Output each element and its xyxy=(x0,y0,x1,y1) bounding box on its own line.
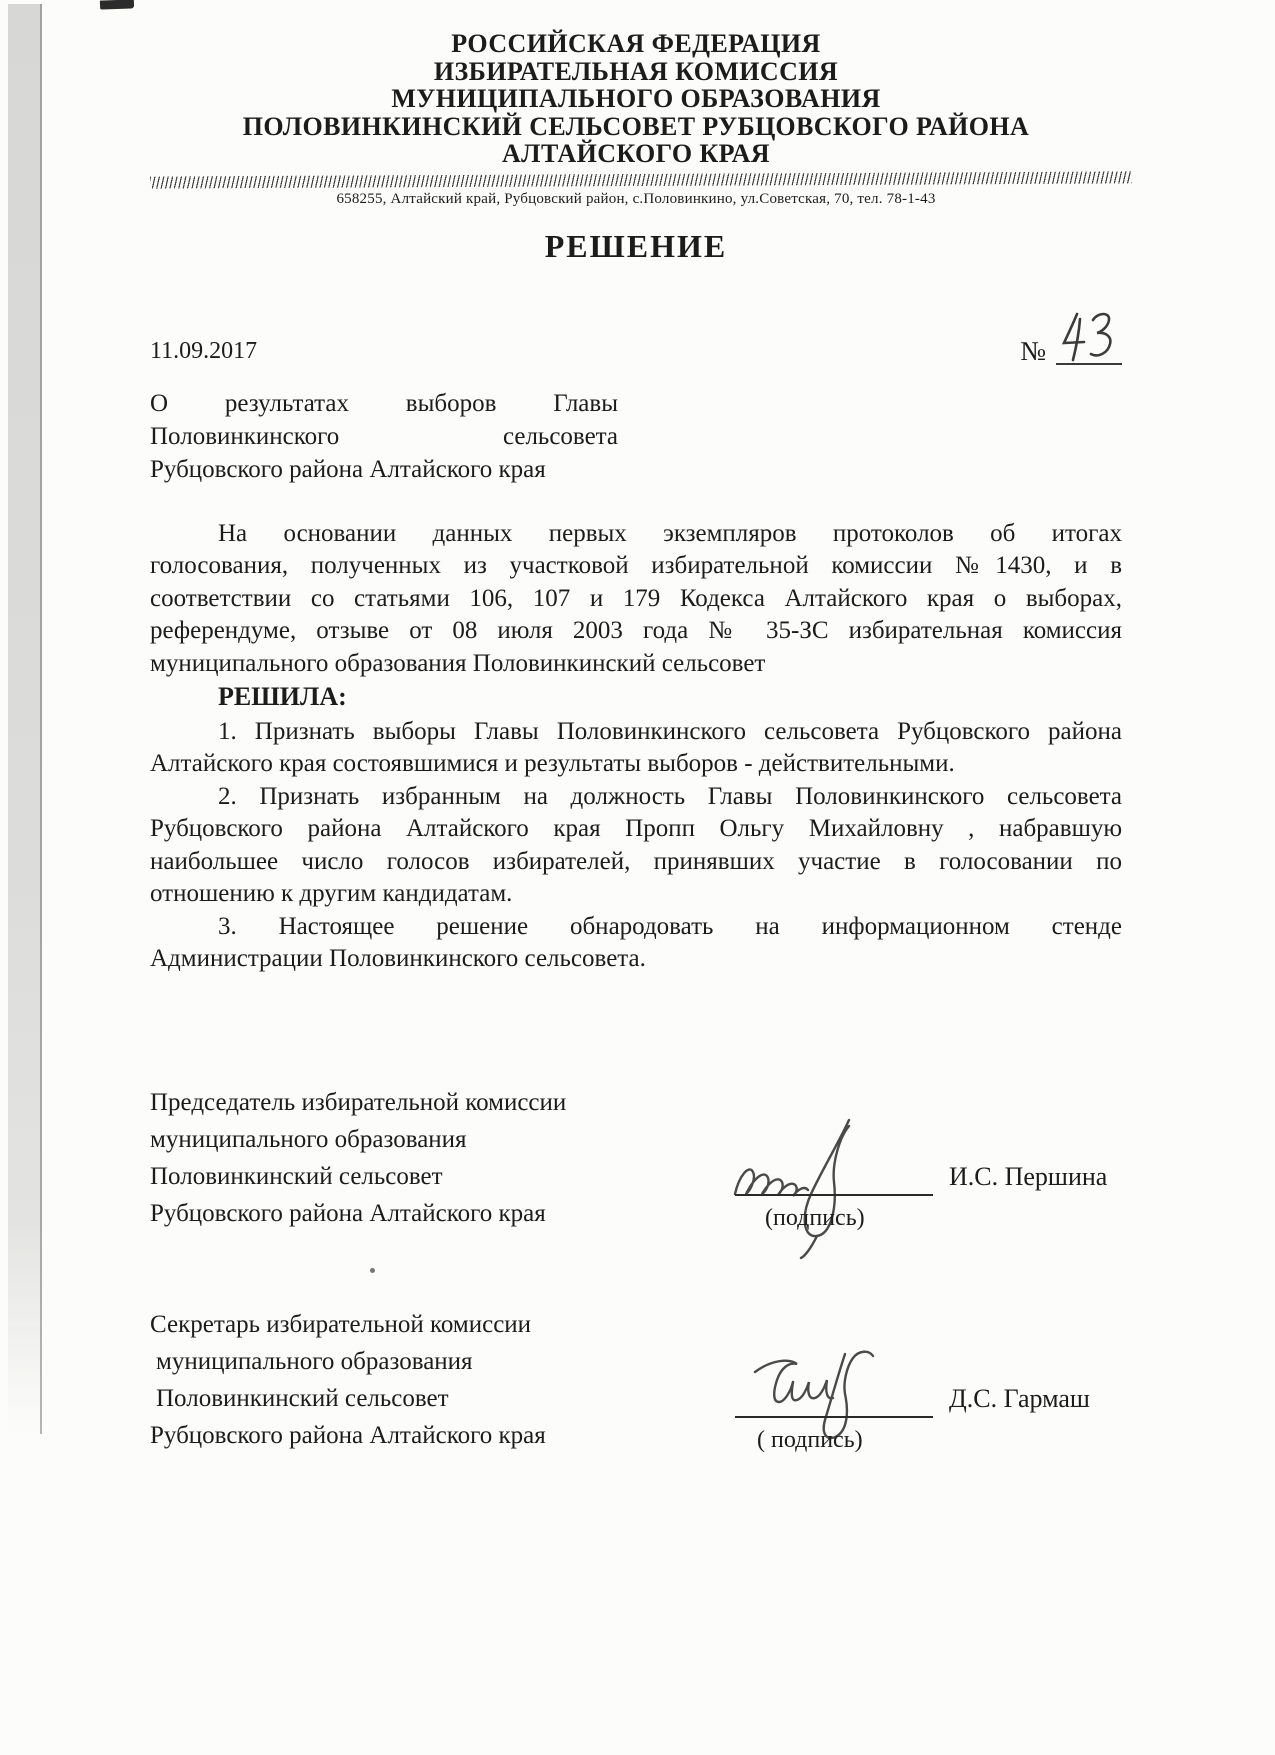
secretary-title xyxy=(150,1306,710,1456)
intro-line: соответствии со статьями 106, 107 и 179 Кодекса Алтайского края о выборах, xyxy=(150,584,1122,612)
intro-line: На основании данных первых экземпляров протоколов об итогах xyxy=(218,519,1122,547)
subject-block xyxy=(150,387,618,486)
item2-line: наибольшее число голосов избирателей, принявших участие в голосовании по xyxy=(150,847,1122,875)
address-line: 658255, Алтайский край, Рубцовский район, с.Половинкино, ул.Советская, 70, тел. 78-1-43 xyxy=(336,190,936,207)
title-line: Половинкинский сельсовет xyxy=(156,1384,449,1412)
letterhead xyxy=(150,30,1122,168)
date-number-row xyxy=(150,313,1122,365)
signature-line xyxy=(735,1194,933,1196)
document-content xyxy=(150,0,1122,1456)
letterhead-line: МУНИЦИПАЛЬНОГО ОБРАЗОВАНИЯ xyxy=(391,84,881,113)
item2-line: отношению к другим кандидатам. xyxy=(150,880,513,907)
intro-line: голосования, полученных из участковой избирательной комиссии №1430, и в xyxy=(150,552,1122,579)
item2-line: 2. Признать избранным на должность Главы Половинкинского сельсовета xyxy=(218,782,1122,810)
scanner-edge-strip xyxy=(8,4,42,1434)
subject-line: О результатах выборов Главы xyxy=(150,389,618,417)
scan-corner-mark xyxy=(100,0,134,10)
intro-line: муниципального образования Половинкинский сельсовет xyxy=(150,649,766,677)
letterhead-line: ИЗБИРАТЕЛЬНАЯ КОМИССИЯ xyxy=(433,56,839,86)
title-line: муниципального образования xyxy=(150,1125,467,1153)
item3-line: 3. Настоящее решение обнародовать на информационном стенде xyxy=(218,912,1122,940)
hatched-divider xyxy=(150,171,1132,188)
title-line: Рубцовского района Алтайского края xyxy=(150,1199,546,1227)
signature-caption: (подпись) xyxy=(765,1204,865,1231)
decided-label: РЕШИЛА: xyxy=(218,682,347,711)
title-line: Половинкинский сельсовет xyxy=(150,1162,443,1190)
document-date: 11.09.2017 xyxy=(150,337,258,364)
intro-line: референдуме, отзыве от 08 июля 2003 года № 35-ЗС избирательная комиссия xyxy=(150,617,1122,644)
item1-line: 1. Признать выборы Главы Половинкинского сельсовета Рубцовского района xyxy=(218,717,1122,745)
signature-caption: ( подпись) xyxy=(757,1426,863,1453)
secretary-signature-area xyxy=(717,1306,1122,1456)
body-text xyxy=(150,518,1122,976)
handwritten-number xyxy=(1056,310,1122,365)
title-line: Председатель избирательной комиссии xyxy=(150,1088,567,1116)
secretary-name: Д.С. Гармаш xyxy=(949,1383,1090,1413)
chairman-name: И.С. Першина xyxy=(949,1161,1108,1191)
chairman-signature-icon xyxy=(721,1098,951,1268)
item2-line: Рубцовского района Алтайского края Пропп Ольгу Михайловну , набравшую xyxy=(150,815,1122,842)
item1-line: Алтайского края состоявшимися и результаты выборов - действительными. xyxy=(150,750,955,777)
letterhead-line: РОССИЙСКАЯ ФЕДЕРАЦИЯ xyxy=(451,29,821,58)
title-line: Рубцовского района Алтайского края xyxy=(150,1421,546,1449)
document-title: РЕШЕНИЕ xyxy=(544,227,728,264)
title-line: муниципального образования xyxy=(156,1347,473,1375)
handwritten-number-43-drawing xyxy=(1060,310,1118,362)
letterhead-line: ПОЛОВИНКИНСКИЙ СЕЛЬСОВЕТ РУБЦОВСКОГО РАЙОНА xyxy=(242,111,1030,141)
letterhead-line: АЛТАЙСКОГО КРАЯ xyxy=(502,139,770,168)
subject-line: Рубцовского района Алтайского края xyxy=(150,455,546,483)
number-sign: № xyxy=(1020,335,1046,366)
signature-line xyxy=(735,1416,933,1418)
title-line: Секретарь избирательной комиссии xyxy=(150,1310,532,1338)
item3-line: Администрации Половинкинского сельсовета. xyxy=(150,945,646,972)
document-number xyxy=(1020,310,1122,365)
signature-block-secretary xyxy=(150,1306,1122,1456)
signature-block-chairman xyxy=(150,1084,1122,1234)
chairman-signature-area xyxy=(717,1084,1122,1234)
chairman-title xyxy=(150,1084,710,1234)
subject-line: Половинкинского сельсовета xyxy=(150,422,618,450)
